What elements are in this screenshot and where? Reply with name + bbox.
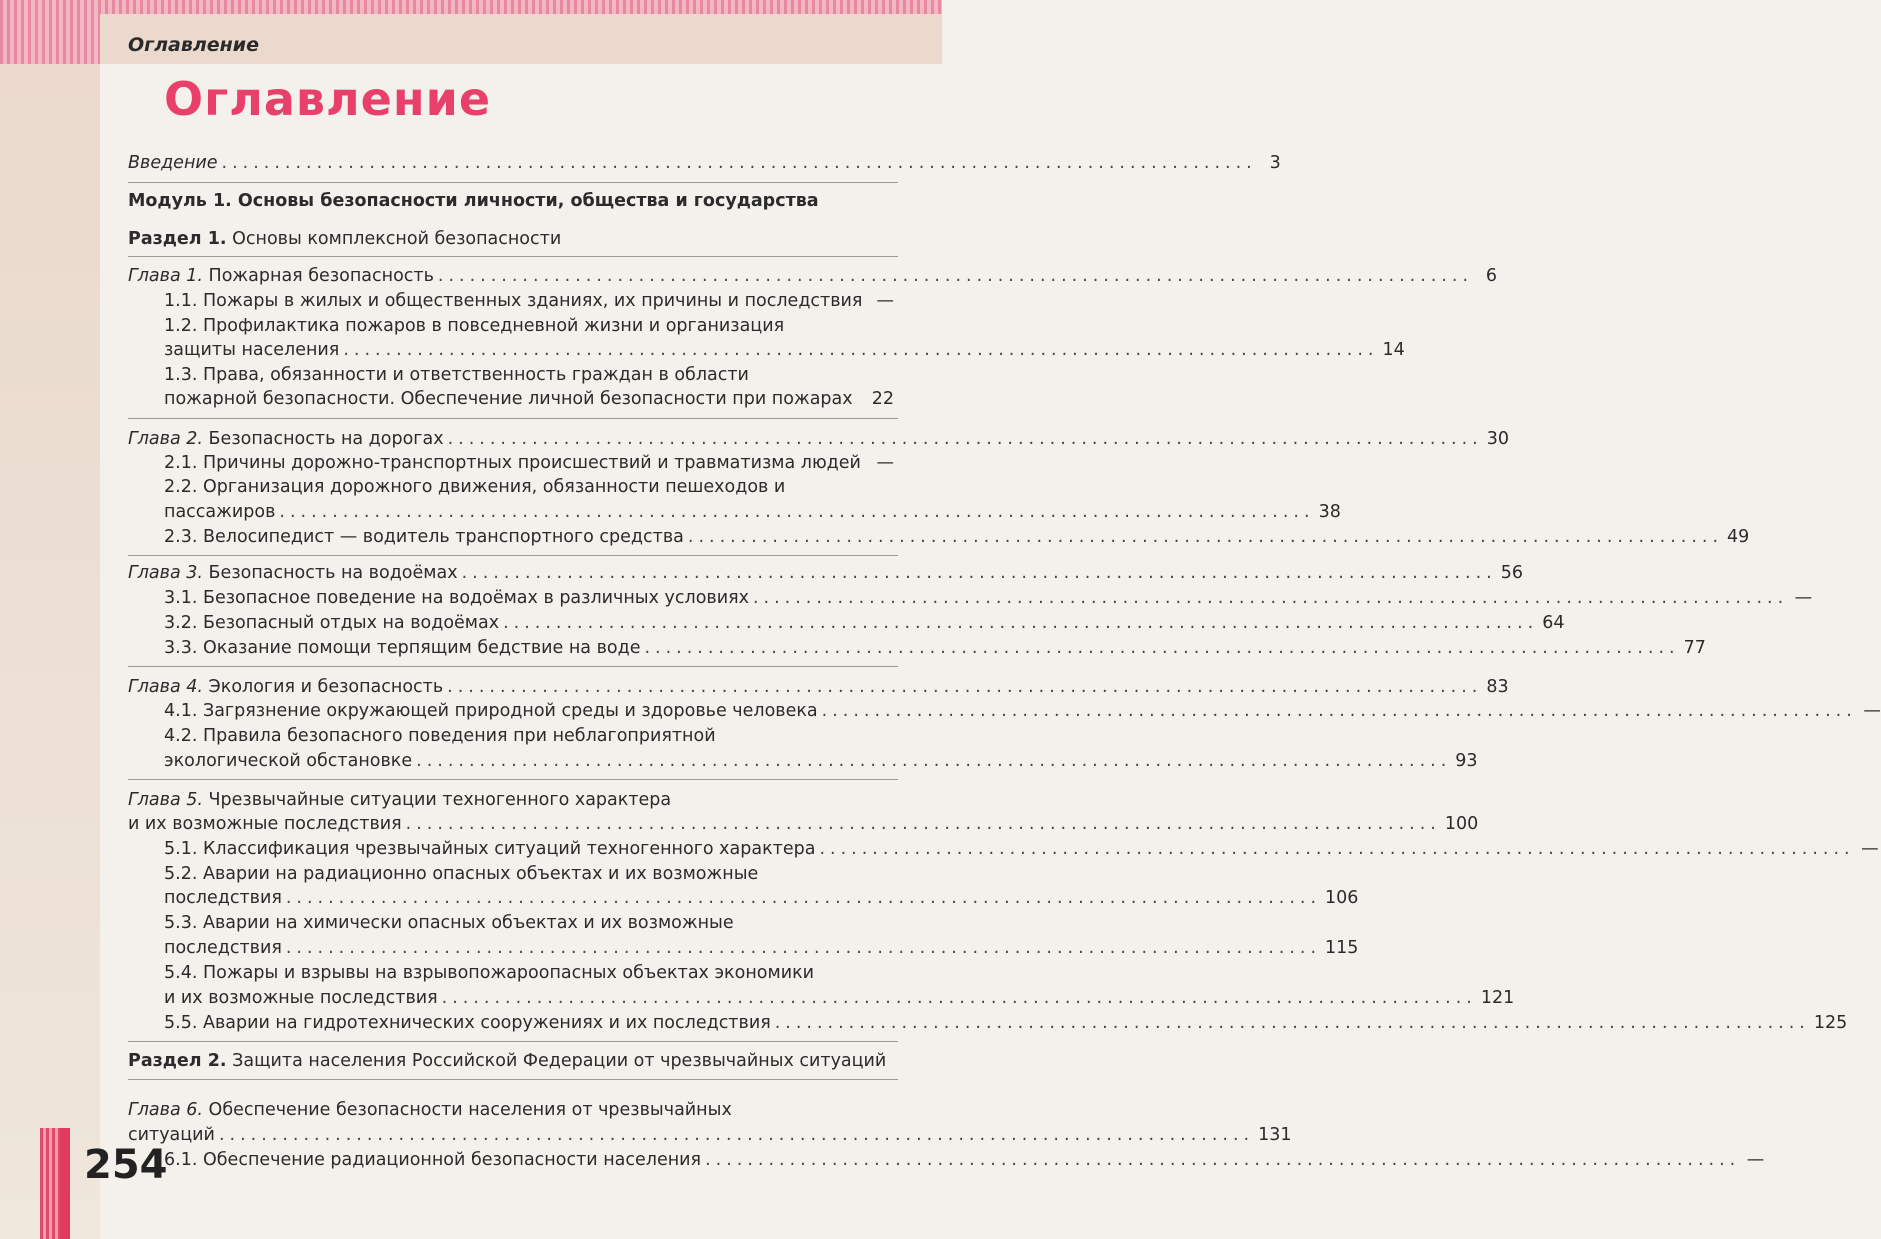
toc-page: 30 xyxy=(1486,429,1510,449)
leader-dots: .................................................................................................. xyxy=(461,563,1497,583)
chapter-title: Пожарная безопасность xyxy=(208,266,434,286)
section-prefix: Раздел 2. xyxy=(128,1051,227,1071)
toc-entry-4-1[interactable] xyxy=(164,700,1881,722)
toc-entry-ch2[interactable] xyxy=(128,428,1510,450)
toc-entry-2-3[interactable] xyxy=(164,526,1750,548)
section-number: 2.1. xyxy=(164,453,198,473)
leader-dots: .................................................................................................. xyxy=(221,153,1257,173)
toc-entry-1-3-cont[interactable] xyxy=(164,388,894,410)
leader-dots: .................................................................................................. xyxy=(218,1125,1255,1145)
divider xyxy=(128,418,898,419)
chapter-prefix: Глава 1. xyxy=(128,266,203,286)
section-title-line1: Правила безопасного поведения при неблагоприятной xyxy=(202,726,716,746)
toc-entry-4-2[interactable] xyxy=(164,725,716,747)
page-number-bar xyxy=(60,1128,70,1239)
chapter-title: Безопасность на водоёмах xyxy=(208,563,458,583)
divider xyxy=(128,182,898,183)
section-number: 5.2. xyxy=(164,864,198,884)
toc-page: 22 xyxy=(871,389,894,409)
section-title: Причины дорожно-транспортных происшествий и травматизма людей xyxy=(202,453,861,473)
section-number: 5.4. xyxy=(164,963,198,983)
section-title-line2: защиты населения xyxy=(164,340,340,360)
section-title: Велосипедист — водитель транспортного средства xyxy=(202,527,684,547)
section-title-line1: Организация дорожного движения, обязанности пешеходов и xyxy=(202,477,786,497)
toc-page: 56 xyxy=(1500,563,1524,583)
section-title: Оказание помощи терпящим бедствие на воде xyxy=(202,638,641,658)
toc-page: — xyxy=(1794,588,1813,608)
page-number: 254 xyxy=(84,1142,168,1188)
section-title-line1: Права, обязанности и ответственность граждан в области xyxy=(202,365,749,385)
toc-page: 100 xyxy=(1444,814,1479,834)
toc-page: 77 xyxy=(1683,638,1706,658)
toc-entry-1-2[interactable] xyxy=(164,315,784,337)
section-title-line2: экологической обстановке xyxy=(164,751,413,771)
divider xyxy=(128,779,898,780)
toc-entry-5-2[interactable] xyxy=(164,863,758,885)
leader-dots: .................................................................................................. xyxy=(705,1150,1741,1170)
toc-entry-1-1[interactable] xyxy=(164,290,894,312)
section-title-line1: Аварии на радиационно опасных объектах и их возможные xyxy=(202,864,759,884)
module-heading: Модуль 1. Основы безопасности личности, общества и государства xyxy=(128,191,819,211)
section-title-line1: Пожары и взрывы на взрывопожароопасных объектах экономики xyxy=(202,963,815,983)
chapter-prefix: Глава 6. xyxy=(128,1100,203,1120)
toc-entry-ch3[interactable] xyxy=(128,562,1524,584)
toc-page: — xyxy=(876,453,894,473)
toc-entry-ch6-cont[interactable] xyxy=(128,1124,1292,1146)
leader-dots: .................................................................................................. xyxy=(343,340,1379,360)
section-prefix: Раздел 1. xyxy=(128,229,227,249)
toc-page: 131 xyxy=(1258,1125,1292,1145)
leader-dots: .................................................................................................. xyxy=(774,1013,1810,1033)
toc-entry-ch5-cont[interactable] xyxy=(128,813,1479,835)
toc-page: 125 xyxy=(1813,1013,1848,1033)
toc-page: 3 xyxy=(1269,153,1281,173)
toc-entry-3-1[interactable] xyxy=(164,587,1813,609)
chapter-title: Экология и безопасность xyxy=(208,677,444,697)
section-title: Классификация чрезвычайных ситуаций техногенного характера xyxy=(202,839,816,859)
leader-dots: .................................................................................................. xyxy=(441,988,1477,1008)
leader-dots: .................................................................................................. xyxy=(644,638,1680,658)
divider xyxy=(128,256,898,257)
toc-page: 121 xyxy=(1480,988,1515,1008)
section-number: 5.5. xyxy=(164,1013,198,1033)
section-number: 6.1. xyxy=(164,1150,198,1170)
leader-dots: .................................................................................................. xyxy=(447,429,1483,449)
toc-page: 93 xyxy=(1455,751,1478,771)
toc-page: — xyxy=(1863,701,1881,721)
chapter-prefix: Глава 2. xyxy=(128,429,203,449)
toc-entry-intro[interactable] xyxy=(128,152,1281,174)
section-title-line1: Аварии на химически опасных объектах и их возможные xyxy=(202,913,734,933)
toc-entry-2-2[interactable] xyxy=(164,476,785,498)
section-title: Безопасное поведение на водоёмах в различных условиях xyxy=(202,588,749,608)
section-title: Обеспечение радиационной безопасности населения xyxy=(202,1150,702,1170)
leader-dots: .................................................................................................. xyxy=(447,677,1483,697)
toc-page: 6 xyxy=(1485,266,1498,286)
section-number: 4.1. xyxy=(164,701,198,721)
chapter-prefix: Глава 4. xyxy=(128,677,203,697)
toc-page: 64 xyxy=(1542,613,1565,633)
toc-page: 38 xyxy=(1318,502,1341,522)
toc-entry-1-2-cont[interactable] xyxy=(164,339,1405,361)
section-title-line2: последствия xyxy=(164,888,282,908)
chapter-title-line2: и их возможные последствия xyxy=(128,814,402,834)
section-number: 1.2. xyxy=(164,316,198,336)
section-number: 2.3. xyxy=(164,527,198,547)
chapter-prefix: Глава 3. xyxy=(128,563,203,583)
toc-page: 115 xyxy=(1325,938,1359,958)
section-title-line2: и их возможные последствия xyxy=(164,988,438,1008)
toc-entry-5-2-cont[interactable] xyxy=(164,887,1359,909)
page-title: Оглавление xyxy=(164,72,492,126)
section-title: Аварии на гидротехнических сооружениях и их последствия xyxy=(202,1013,771,1033)
divider xyxy=(128,666,898,667)
section-number: 3.1. xyxy=(164,588,198,608)
toc-page: — xyxy=(1746,1150,1765,1170)
chapter-title-line1: Обеспечение безопасности населения от чрезвычайных xyxy=(208,1100,732,1120)
toc-entry-5-1[interactable] xyxy=(164,838,1879,860)
toc-entry-2-2-cont[interactable] xyxy=(164,501,1341,523)
divider xyxy=(128,1079,898,1080)
leader-dots: .................................................................................................. xyxy=(821,701,1857,721)
toc-label: Введение xyxy=(128,153,218,173)
toc-entry-ch4[interactable] xyxy=(128,676,1509,698)
section-number: 3.3. xyxy=(164,638,198,658)
leader-dots: .................................................................................................. xyxy=(285,938,1322,958)
section-number: 4.2. xyxy=(164,726,198,746)
toc-entry-ch1[interactable] xyxy=(128,265,1498,287)
page-number-block xyxy=(40,1128,168,1239)
section-number: 5.3. xyxy=(164,913,198,933)
leader-dots: .................................................................................................. xyxy=(279,502,1315,522)
toc-entry-2-1[interactable] xyxy=(164,452,894,474)
toc-page: — xyxy=(876,291,894,311)
section-number: 5.1. xyxy=(164,839,198,859)
section-title: Загрязнение окружающей природной среды и здоровье человека xyxy=(202,701,818,721)
chapter-title-line1: Чрезвычайные ситуации техногенного характера xyxy=(208,790,672,810)
section-title-line2: пожарной безопасности. Обеспечение личной безопасности при пожарах xyxy=(164,389,853,409)
leader-dots: .................................................................................................. xyxy=(285,888,1322,908)
chapter-prefix: Глава 5. xyxy=(128,790,203,810)
toc-entry-4-2-cont[interactable] xyxy=(164,750,1478,772)
toc-page: 106 xyxy=(1325,888,1359,908)
section-number: 2.2. xyxy=(164,477,198,497)
leader-dots: .................................................................................................. xyxy=(752,588,1789,608)
section-title: Пожары в жилых и общественных зданиях, их причины и последствия xyxy=(202,291,863,311)
section-heading-2 xyxy=(128,1050,886,1072)
toc-entry-6-1[interactable] xyxy=(164,1149,1765,1171)
toc-entry-1-3[interactable] xyxy=(164,364,749,386)
section-title: Основы комплексной безопасности xyxy=(232,229,562,249)
section-title-line2: последствия xyxy=(164,938,282,958)
toc-page: 83 xyxy=(1486,677,1509,697)
section-title: Защита населения Российской Федерации от чрезвычайных ситуаций xyxy=(232,1051,887,1071)
divider xyxy=(128,555,898,556)
leader-dots: .................................................................................................. xyxy=(405,814,1441,834)
toc-entry-5-5[interactable] xyxy=(164,1012,1848,1034)
toc-entry-3-2[interactable] xyxy=(164,612,1565,634)
toc-entry-5-3[interactable] xyxy=(164,912,734,934)
section-number: 3.2. xyxy=(164,613,198,633)
section-title-line2: пассажиров xyxy=(164,502,276,522)
toc-entry-5-4[interactable] xyxy=(164,962,814,984)
left-margin-band xyxy=(0,64,100,1239)
running-header: Оглавление xyxy=(128,34,259,56)
toc-entry-3-3[interactable] xyxy=(164,637,1706,659)
toc-entry-ch6[interactable] xyxy=(128,1099,732,1121)
section-number: 1.1. xyxy=(164,291,198,311)
toc-entry-5-3-cont[interactable] xyxy=(164,937,1359,959)
section-heading-1 xyxy=(128,228,561,250)
toc-page: 14 xyxy=(1382,340,1405,360)
section-title-line1: Профилактика пожаров в повседневной жизни и организация xyxy=(202,316,785,336)
section-number: 1.3. xyxy=(164,365,198,385)
leader-dots: .................................................................................................. xyxy=(503,613,1539,633)
chapter-title: Безопасность на дорогах xyxy=(208,429,444,449)
chapter-title-line2: ситуаций xyxy=(128,1125,215,1145)
leader-dots: .................................................................................................. xyxy=(819,839,1855,859)
leader-dots: .................................................................................................. xyxy=(687,527,1724,547)
leader-dots: .................................................................................................. xyxy=(437,266,1474,286)
section-title: Безопасный отдых на водоёмах xyxy=(202,613,500,633)
toc-page: — xyxy=(1861,839,1879,859)
toc-page: 49 xyxy=(1727,527,1750,547)
divider xyxy=(128,1041,898,1042)
toc-entry-5-4-cont[interactable] xyxy=(164,987,1515,1009)
leader-dots: .................................................................................................. xyxy=(416,751,1452,771)
toc-entry-ch5[interactable] xyxy=(128,789,671,811)
